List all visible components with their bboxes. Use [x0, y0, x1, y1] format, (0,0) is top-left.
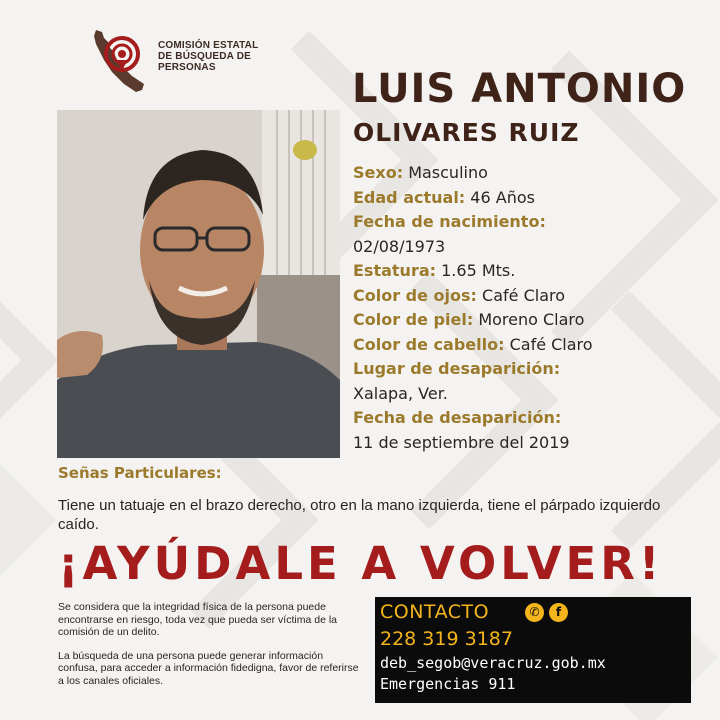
organization-logo — [90, 26, 280, 98]
detail-label: Color de cabello: — [353, 334, 505, 354]
contact-phone[interactable]: 228 319 3187 — [380, 628, 513, 650]
senas-text: Tiene un tatuaje en el brazo derecho, otro en la mano izquierda, tiene el párpado izquierdo caído. — [58, 497, 661, 533]
whatsapp-icon[interactable]: ✆ — [525, 603, 544, 622]
person-first-names: LUIS ANTONIO — [352, 66, 687, 112]
detail-value: 46 Años — [470, 187, 535, 207]
detail-place-label — [353, 357, 698, 382]
detail-age — [353, 186, 698, 211]
organization-name-line1: COMISIÓN ESTATAL — [158, 40, 259, 51]
detail-value: Café Claro — [509, 334, 593, 354]
facebook-icon[interactable]: f — [549, 603, 568, 622]
detail-birthdate-label — [353, 210, 698, 235]
detail-date-label — [353, 406, 698, 431]
detail-height — [353, 259, 698, 284]
detail-label: Lugar de desaparición: — [353, 359, 561, 378]
contact-email[interactable]: deb_segob@veracruz.gob.mx — [380, 654, 606, 672]
detail-birthdate-value — [353, 235, 698, 260]
detail-label: Fecha de desaparición: — [353, 408, 562, 427]
person-details — [353, 161, 698, 455]
detail-value: Café Claro — [482, 285, 566, 305]
detail-skin-color — [353, 308, 698, 333]
senas-label: Señas Particulares: — [58, 464, 222, 482]
detail-value: 1.65 Mts. — [441, 261, 516, 280]
detail-eye-color — [353, 284, 698, 309]
contact-title: CONTACTO — [380, 601, 490, 623]
detail-label: Color de piel: — [353, 310, 474, 329]
organization-name — [158, 40, 258, 73]
detail-sex — [353, 161, 698, 186]
detail-date-value — [353, 431, 698, 456]
detail-label: Estatura: — [353, 261, 437, 280]
detail-label: Sexo: — [353, 163, 404, 182]
detail-place-value — [353, 382, 698, 407]
detail-value: Moreno Claro — [478, 310, 585, 329]
person-photo — [57, 110, 340, 458]
organization-name-line2: DE BÚSQUEDA DE — [158, 51, 251, 62]
disclaimer — [58, 601, 363, 688]
contact-emergency: Emergencias 911 — [380, 675, 516, 693]
detail-value: Masculino — [408, 163, 488, 182]
detail-value: Xalapa, Ver. — [353, 383, 448, 403]
veracruz-map-icon — [90, 26, 156, 98]
disclaimer-paragraph-1: Se considera que la integridad física de la persona puede encontrarse en riesgo, toda vez que pueda ser víctima de la comisión de un delito. — [58, 601, 337, 639]
detail-value: 02/08/1973 — [353, 236, 446, 256]
disclaimer-paragraph-2: La búsqueda de una persona puede generar información confusa, para acceder a información fidedigna, favor de referirse a los canales oficiales. — [58, 649, 359, 687]
person-last-names: OLIVARES RUIZ — [353, 118, 580, 147]
headline: ¡AYÚDALE A VOLVER! — [58, 537, 664, 590]
contact-box — [375, 597, 691, 703]
detail-value: 11 de septiembre del 2019 — [353, 432, 570, 452]
detail-label: Color de ojos: — [353, 285, 477, 305]
detail-label: Fecha de nacimiento: — [353, 212, 546, 231]
organization-name-line3: PERSONAS — [158, 62, 216, 73]
detail-hair-color — [353, 333, 698, 358]
detail-label: Edad actual: — [353, 187, 466, 207]
